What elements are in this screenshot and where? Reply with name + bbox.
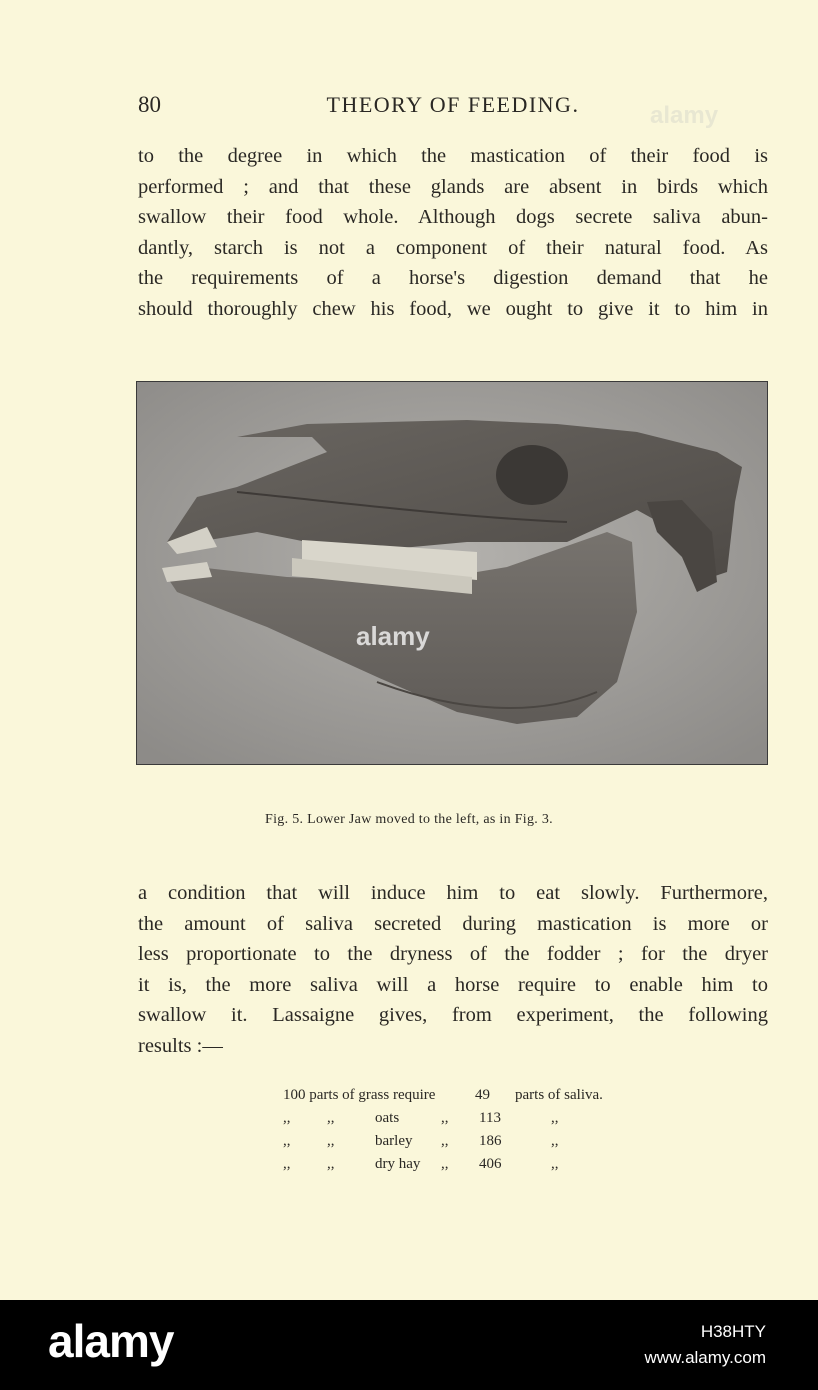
text-line: to the degree in which the mastication of their food is: [138, 145, 768, 167]
ditto-mark: ,,: [283, 1156, 291, 1172]
ditto-mark: ,,: [283, 1133, 291, 1149]
table-cell: dry hay: [375, 1156, 421, 1172]
ditto-mark: ,,: [551, 1133, 559, 1149]
text-line: swallow it. Lassaigne gives, from experiment, the following: [138, 1004, 768, 1026]
watermark-overlay-center: alamy: [356, 621, 430, 651]
table-cell: 186: [479, 1133, 502, 1149]
page-number: 80: [138, 92, 161, 117]
ditto-mark: ,,: [441, 1110, 449, 1126]
ditto-mark: ,,: [327, 1110, 335, 1126]
running-title: THEORY OF FEEDING.: [326, 92, 580, 117]
text-line: performed ; and that these glands are absent in birds which: [138, 175, 768, 198]
table-cell: 100 parts of grass require: [283, 1087, 436, 1103]
text-line: swallow their food whole. Although dogs secrete saliva abun-: [138, 206, 768, 228]
table-cell: 406: [479, 1156, 502, 1172]
table-cell: 49: [475, 1087, 490, 1103]
table-cell: 113: [479, 1110, 501, 1126]
table-cell: parts of saliva.: [515, 1087, 603, 1103]
alamy-logo: alamy: [48, 1315, 174, 1367]
figure-caption: Fig. 5. Lower Jaw moved to the left, as in Fig. 3.: [265, 812, 553, 827]
table-cell: barley: [375, 1133, 413, 1149]
ditto-mark: ,,: [441, 1133, 449, 1149]
text-line: dantly, starch is not a component of their natural food. As: [138, 236, 768, 259]
table-cell: oats: [375, 1110, 400, 1126]
ditto-mark: ,,: [551, 1156, 559, 1172]
table-row: [283, 1156, 643, 1179]
ditto-mark: ,,: [551, 1110, 559, 1126]
text-line: the requirements of a horse's digestion demand that he: [138, 267, 768, 289]
text-line: less proportionate to the dryness of the fodder ; for the dryer: [138, 943, 768, 965]
ditto-mark: ,,: [327, 1133, 335, 1149]
table-row: [283, 1110, 643, 1133]
saliva-table: [283, 1087, 643, 1179]
ditto-mark: ,,: [441, 1156, 449, 1172]
ditto-mark: ,,: [327, 1156, 335, 1172]
table-row: [283, 1087, 643, 1110]
text-line: results :—: [138, 1034, 223, 1057]
ditto-mark: ,,: [283, 1110, 291, 1126]
text-line: should thoroughly chew his food, we ought to give it to him in: [138, 297, 768, 320]
table-row: [283, 1133, 643, 1156]
text-line: it is, the more saliva will a horse require to enable him to: [138, 973, 768, 996]
image-id: H38HTY: [700, 1322, 766, 1341]
watermark-overlay-top: alamy: [650, 102, 719, 129]
paragraph-2: [138, 878, 768, 1061]
text-line: a condition that will induce him to eat slowly. Furthermore,: [138, 882, 768, 904]
paragraph-1: [138, 141, 768, 324]
horse-skull-figure: [136, 381, 768, 765]
horse-skull-icon: [137, 382, 768, 765]
site-url: www.alamy.com: [644, 1348, 766, 1367]
text-line: the amount of saliva secreted during mastication is more or: [138, 912, 768, 935]
